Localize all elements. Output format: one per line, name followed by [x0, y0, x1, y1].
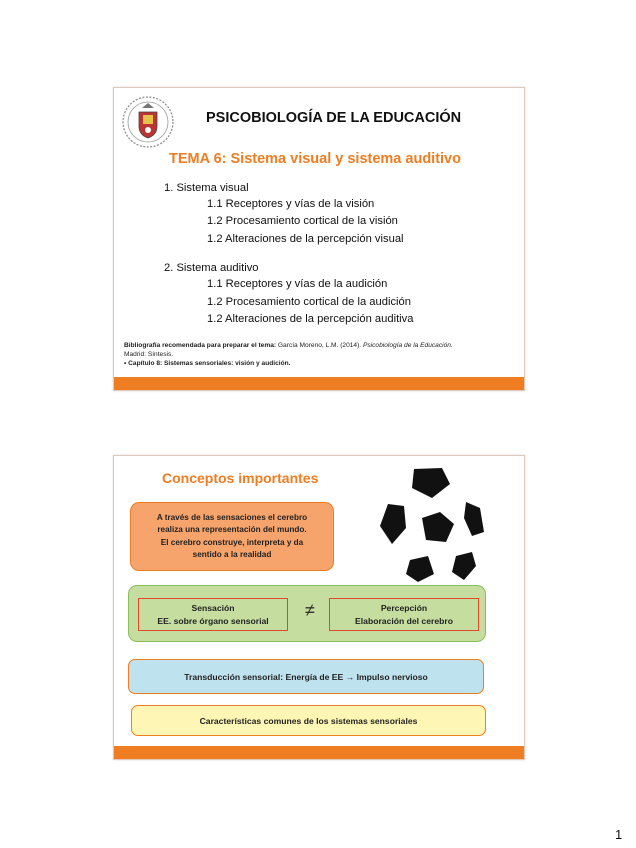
toc-item: 1.2 Procesamiento cortical de la audición	[207, 296, 411, 308]
bibliography-label: Bibliografía recomendada para preparar el tema:	[124, 342, 277, 349]
bibliography-book: Psicobiología de la Educación.	[362, 342, 453, 349]
toc-item: 1.2 Alteraciones de la percepción auditiva	[207, 313, 414, 325]
transduction-box: Transducción sensorial: Energía de EE → Impulso nervioso	[128, 659, 484, 694]
not-equal-symbol: ≠	[305, 600, 315, 620]
intro-line: A través de las sensaciones el cerebro	[156, 512, 308, 522]
bibliography-publisher: Madrid: Síntesis.	[124, 351, 174, 358]
bibliography-chapter: • Capítulo 8: Sistemas sensoriales: visión y audición.	[124, 360, 291, 367]
bibliography	[124, 341, 519, 368]
sensation-desc: EE. sobre órgano sensorial	[157, 615, 269, 626]
intro-line: El cerebro construye, interpreta y da	[160, 537, 304, 547]
footer-bar	[114, 377, 524, 390]
toc-item: 1.2 Procesamiento cortical de la visión	[207, 215, 398, 227]
toc-item: 1.1 Receptores y vías de la audición	[207, 278, 388, 290]
slide-1	[113, 87, 525, 391]
section-heading-visual: 1. Sistema visual	[164, 182, 249, 194]
topic-title: TEMA 6: Sistema visual y sistema auditivo	[169, 151, 461, 167]
sensation-box	[138, 598, 288, 631]
perception-desc: Elaboración del cerebro	[355, 615, 453, 626]
intro-line: realiza una representación del mundo.	[157, 525, 307, 534]
slide-2	[113, 455, 525, 760]
sensation-perception-box	[128, 585, 486, 642]
perception-title: Percepción	[380, 603, 428, 613]
sensation-title: Sensación	[191, 603, 235, 613]
soccer-ball-icon	[372, 466, 492, 586]
footer-bar	[114, 746, 524, 759]
concepts-title: Conceptos importantes	[162, 470, 319, 486]
university-seal-icon	[122, 94, 174, 150]
intro-box	[130, 502, 334, 571]
section-heading-auditory: 2. Sistema auditivo	[164, 262, 259, 274]
intro-line: sentido a la realidad	[192, 550, 272, 559]
perception-box	[329, 598, 479, 631]
toc-item: 1.1 Receptores y vías de la visión	[207, 198, 375, 210]
common-features-box: Características comunes de los sistemas sensoriales	[131, 705, 486, 736]
toc-item: 1.2 Alteraciones de la percepción visual	[207, 233, 404, 245]
course-title: PSICOBIOLOGÍA DE LA EDUCACIÓN	[206, 110, 462, 126]
page-number: 1	[615, 827, 623, 842]
bibliography-authors: García Moreno, L.M. (2014).	[277, 342, 362, 349]
